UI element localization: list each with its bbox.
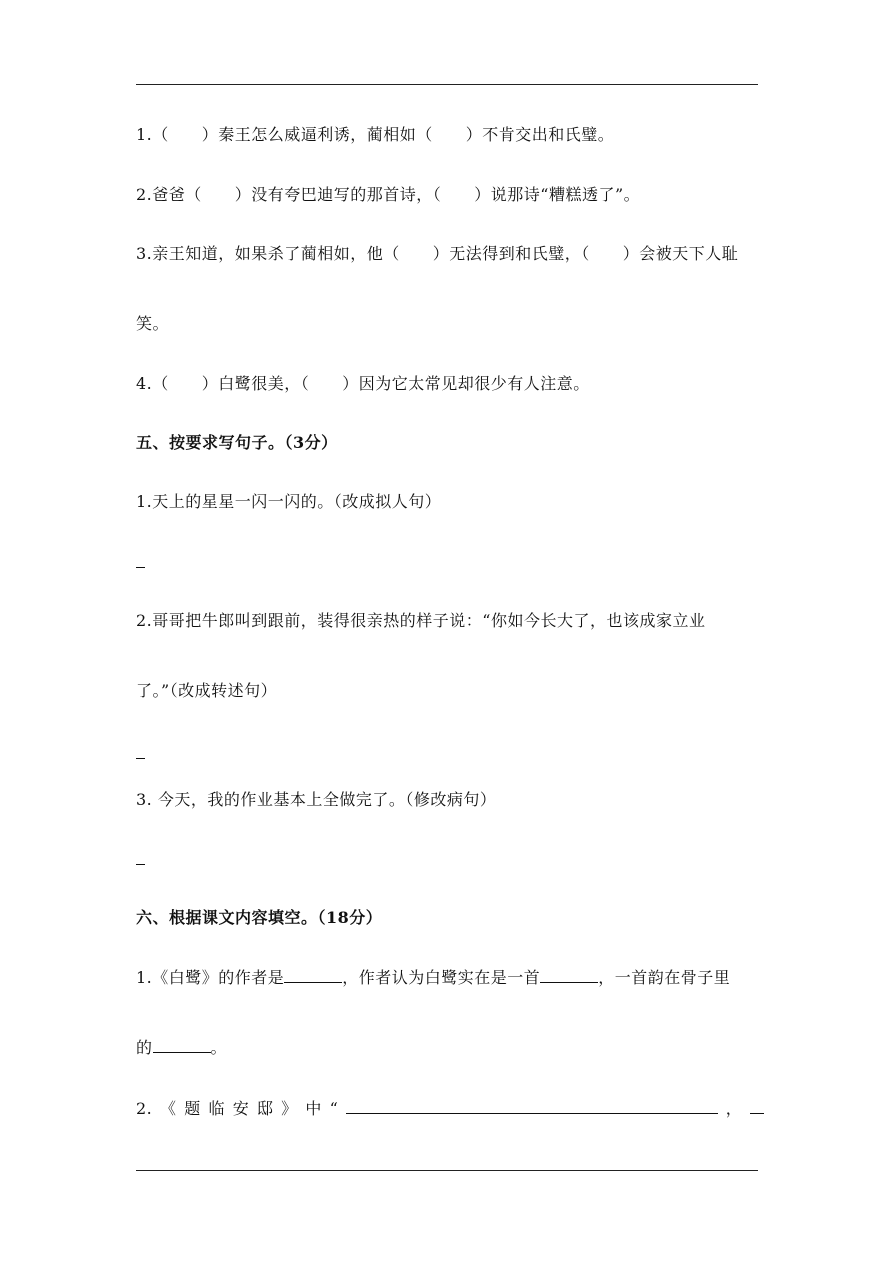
question-6-1-text-c: ，一首韵在骨子里 <box>598 968 731 987</box>
q2-comma: ， <box>725 1099 743 1118</box>
question-5-2-line1: 2.哥哥把牛郎叫到跟前，装得很亲热的样子说：“你如今长大了，也该成家立业 <box>136 611 706 630</box>
question-4-3-line1: 3.亲王知道，如果杀了蔺相如，他（ ）无法得到和氏璧，（ ）会被天下人耻 <box>136 244 739 263</box>
q2-char: 》 <box>281 1099 298 1118</box>
answer-line-5-3 <box>136 864 145 865</box>
q2-char: 安 <box>232 1099 250 1118</box>
answer-line-5-2 <box>136 758 145 759</box>
question-6-2 <box>136 1098 764 1119</box>
question-4-2: 2.爸爸（ ）没有夸巴迪写的那首诗，（ ）说那诗“糟糕透了”。 <box>136 185 641 204</box>
answer-line-5-1 <box>136 567 145 568</box>
question-6-1-text-d: 的 <box>136 1038 153 1057</box>
question-4-1: 1.（ ）秦王怎么威逼利诱，蔺相如（ ）不肯交出和氏璧。 <box>136 125 615 144</box>
q2-char: 2. <box>136 1099 153 1118</box>
section-6-title: 六、根据课文内容填空。（18分） <box>136 908 383 927</box>
q2-char: “ <box>329 1099 339 1118</box>
question-6-1-text-e: 。 <box>210 1038 228 1057</box>
fill-blank-verse[interactable] <box>153 1037 211 1053</box>
q2-char: 题 <box>184 1099 201 1118</box>
header-rule <box>136 84 758 85</box>
question-5-1: 1.天上的星星一闪一闪的。（改成拟人句） <box>136 492 442 511</box>
question-6-1-text-a: 1.《白鹭》的作者是 <box>136 968 285 987</box>
question-4-3-line2: 笑。 <box>136 314 170 333</box>
question-5-2-line2: 了。”（改成转述句） <box>136 681 278 700</box>
q2-char: 《 <box>159 1099 177 1118</box>
q2-char: 临 <box>208 1099 225 1118</box>
q2-char: 邸 <box>256 1099 274 1118</box>
fill-blank-poem-line[interactable] <box>346 1098 718 1114</box>
q2-char: 中 <box>305 1099 322 1118</box>
footer-rule <box>136 1170 758 1171</box>
question-6-1-line1 <box>136 967 730 988</box>
section-5-title: 五、按要求写句子。（3分） <box>136 433 338 452</box>
question-4-4: 4.（ ）白鹭很美，（ ）因为它太常见却很少有人注意。 <box>136 374 590 393</box>
fill-blank-author[interactable] <box>284 967 342 983</box>
question-5-3: 3. 今天，我的作业基本上全做完了。（修改病句） <box>136 790 497 809</box>
fill-blank-poem[interactable] <box>540 967 598 983</box>
fill-blank-poem-line-2[interactable] <box>750 1098 764 1114</box>
question-6-1-text-b: ，作者认为白鹭实在是一首 <box>342 968 541 987</box>
question-6-1-line2 <box>136 1037 227 1058</box>
